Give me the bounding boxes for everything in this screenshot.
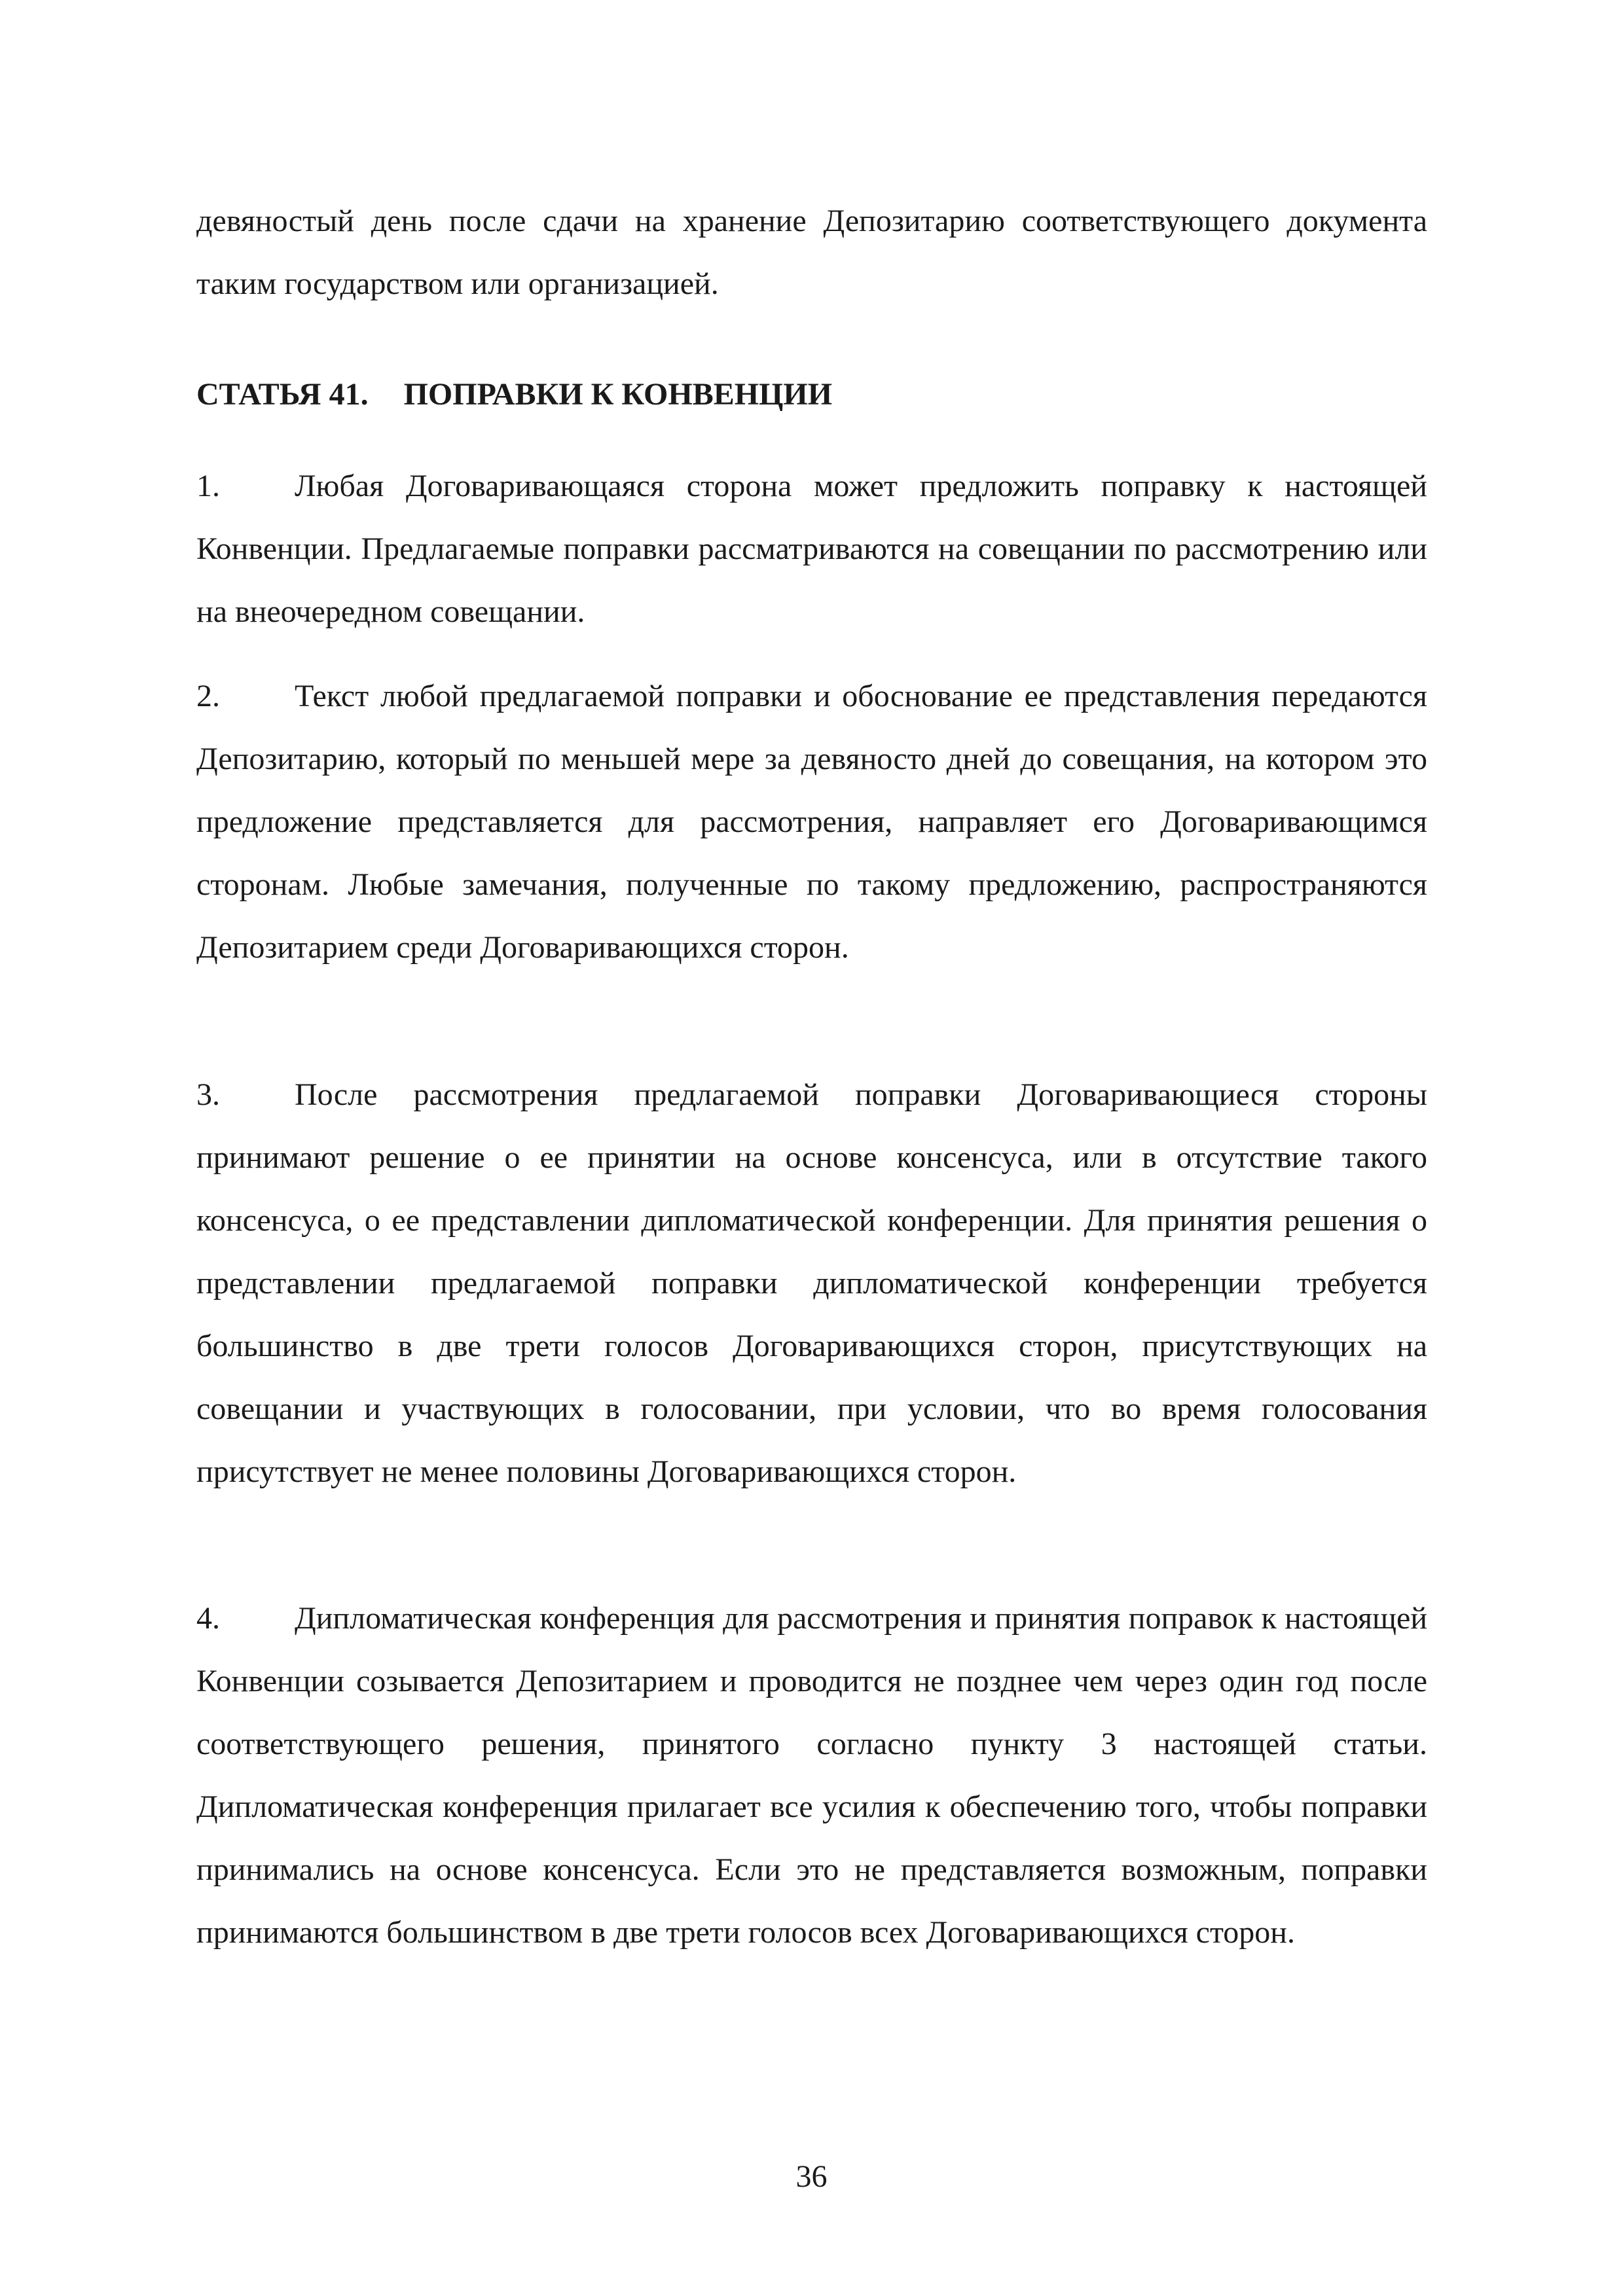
page-number: 36 (795, 2159, 828, 2194)
paragraph-number: 2. (196, 679, 220, 713)
paragraph-text: Любая Договаривающаяся сторона может предложить поправку к настоящей Конвенции. Предлагаемые поправки рассматриваются на совещании по рассмотрению или на внеочередном совещании. (196, 469, 1427, 629)
intro-paragraph-text: девяностый день после сдачи на хранение Депозитарию соответствующего документа таким государством или организацией. (196, 204, 1427, 301)
paragraph-number: 3. (196, 1077, 220, 1112)
article-number-label: СТАТЬЯ 41. (196, 377, 369, 412)
paragraph-text: Текст любой предлагаемой поправки и обоснование ее представления передаются Депозитарию, который по меньшей мере за девяносто дней до совещания, на котором это предложение представляется для рассмотрения, направляет его Договаривающимся сторонам. Любые замечания, полученные по такому предложению, распространяются Депозитарием среди Договаривающихся сторон. (196, 679, 1427, 965)
paragraph-number: 1. (196, 469, 220, 503)
paragraph-3 (196, 1064, 1427, 1503)
paragraph-4 (196, 1587, 1427, 1964)
paragraph-number: 4. (196, 1601, 220, 1636)
paragraph-text: После рассмотрения предлагаемой поправки Договаривающиеся стороны принимают решение о ее принятии на основе консенсуса, или в отсутствие такого консенсуса, о ее представлении дипломатической конференции. Для принятия решения о представлении предлагаемой поправки дипломатической конференции требуется большинство в две трети голосов Договаривающихся сторон, присутствующих на совещании и участвующих в голосовании, при условии, что во время голосования присутствует не менее половины Договаривающихся сторон. (196, 1077, 1427, 1489)
paragraph-text: Дипломатическая конференция для рассмотрения и принятия поправок к настоящей Конвенции созывается Депозитарием и проводится не позднее чем через один год после соответствующего решения, принятого согласно пункту 3 настоящей статьи. Дипломатическая конференция прилагает все усилия к обеспечению того, чтобы поправки принимались на основе консенсуса. Если это не представляется возможным, поправки принимаются большинством в две трети голосов всех Договаривающихся сторон. (196, 1601, 1427, 1950)
article-heading (196, 363, 1427, 426)
paragraph-1 (196, 455, 1427, 643)
article-title: ПОПРАВКИ К КОНВЕНЦИИ (403, 377, 833, 412)
paragraph-2 (196, 665, 1427, 979)
intro-paragraph (196, 190, 1427, 315)
